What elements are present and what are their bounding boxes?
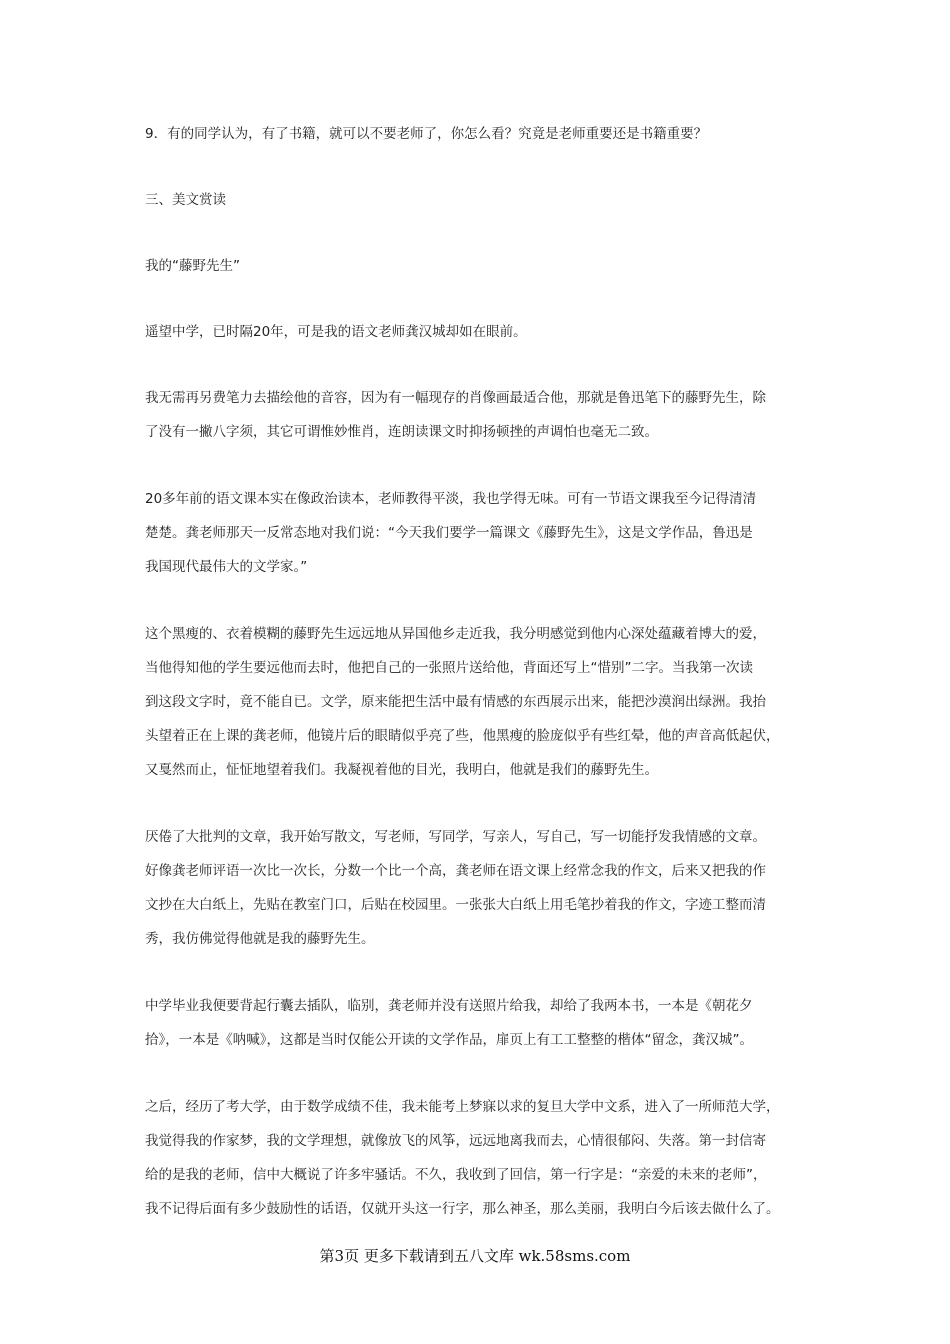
paragraph-line: 楚楚。龚老师那天一反常态地对我们说：“今天我们要学一篇课文《藤野先生》，这是文学作品，鲁迅是: [145, 525, 753, 541]
paragraph-line: 好像龚老师评语一次比一次长，分数一个比一个高，龚老师在语文课上经常念我的作文，后来又把我的作: [145, 863, 766, 879]
article-paragraph: [145, 388, 810, 456]
paragraph-line: 我国现代最伟大的文学家。”: [145, 559, 308, 575]
article-paragraph: [145, 489, 810, 591]
section-heading-paragraph: [145, 190, 810, 210]
article-paragraph: [145, 322, 810, 342]
paragraph-line: 拾》，一本是《呐喊》，这都是当时仅能公开读的文学作品，扉页上有工工整整的楷体“留念，龚汉城”。: [145, 1032, 753, 1048]
paragraph-line: 当他得知他的学生要远他而去时，他把自己的一张照片送给他，背面还写上“惜别”二字。当我第一次读: [145, 660, 753, 676]
paragraph-line: 这个黑瘦的、衣着模糊的藤野先生远远地从异国他乡走近我，我分明感觉到他内心深处蕴藏着博大的爱，: [145, 626, 766, 642]
article-paragraph: [145, 1097, 810, 1233]
page-footer: 第3页 更多下载请到五八文库 wk.58sms.com: [319, 1247, 631, 1265]
question-paragraph: [145, 124, 810, 144]
article-paragraph: [145, 827, 810, 963]
paragraph-line: 又戛然而止，怔怔地望着我们。我凝视着他的目光，我明白，他就是我们的藤野先生。: [145, 762, 658, 778]
section-heading: 三、美文赏读: [145, 192, 226, 208]
paragraph-line: 我觉得我的作家梦，我的文学理想，就像放飞的风筝，远远地离我而去，心情很郁闷、失落。第一封信寄: [145, 1133, 766, 1149]
paragraph-line: 遥望中学，已时隔20年，可是我的语文老师龚汉城却如在眼前。: [145, 324, 527, 340]
paragraph-line: 到这段文字时，竟不能自已。文学，原来能把生活中最有情感的东西展示出来，能把沙漠润出绿洲。我抬: [145, 694, 766, 710]
paragraph-line: 了没有一撇八字须，其它可谓惟妙惟肖，连朗读课文时抑扬顿挫的声调怕也毫无二致。: [145, 424, 658, 440]
paragraph-line: 我不记得后面有多少鼓励性的话语，仅就开头这一行字，那么神圣，那么美丽，我明白今后该去做什么了。: [145, 1201, 780, 1217]
paragraph-line: 头望着正在上课的龚老师，他镜片后的眼睛似乎亮了些，他黑瘦的脸庞似乎有些红晕，他的声音高低起伏，: [145, 728, 780, 744]
article-paragraph: [145, 624, 810, 794]
paragraph-line: 中学毕业我便要背起行囊去插队，临别，龚老师并没有送照片给我，却给了我两本书，一本是《朝花夕: [145, 998, 753, 1014]
article-title-paragraph: [145, 256, 810, 276]
article-paragraph: [145, 996, 810, 1064]
paragraph-line: 文抄在大白纸上，先贴在教室门口，后贴在校园里。一张张大白纸上用毛笔抄着我的作文，字迹工整而清: [145, 897, 766, 913]
article-title: 我的“藤野先生”: [145, 258, 240, 274]
paragraph-line: 我无需再另费笔力去描绘他的音容，因为有一幅现存的肖像画最适合他，那就是鲁迅笔下的藤野先生，除: [145, 390, 766, 406]
paragraph-line: 20多年前的语文课本实在像政治读本，老师教得平淡，我也学得无味。可有一节语文课我至今记得清清: [145, 491, 757, 507]
question-text: 9．有的同学认为，有了书籍，就可以不要老师了，你怎么看？究竟是老师重要还是书籍重要？: [145, 126, 708, 142]
paragraph-line: 秀，我仿佛觉得他就是我的藤野先生。: [145, 931, 375, 947]
paragraph-line: 之后，经历了考大学，由于数学成绩不佳，我未能考上梦寐以求的复旦大学中文系，进入了一所师范大学，: [145, 1099, 780, 1115]
paragraph-line: 厌倦了大批判的文章，我开始写散文，写老师，写同学，写亲人，写自己，写一切能抒发我情感的文章。: [145, 829, 766, 845]
document-content: [145, 124, 810, 1233]
paragraph-line: 给的是我的老师，信中大概说了许多牢骚话。不久，我收到了回信，第一行字是：“亲爱的未来的老师”，: [145, 1167, 767, 1183]
